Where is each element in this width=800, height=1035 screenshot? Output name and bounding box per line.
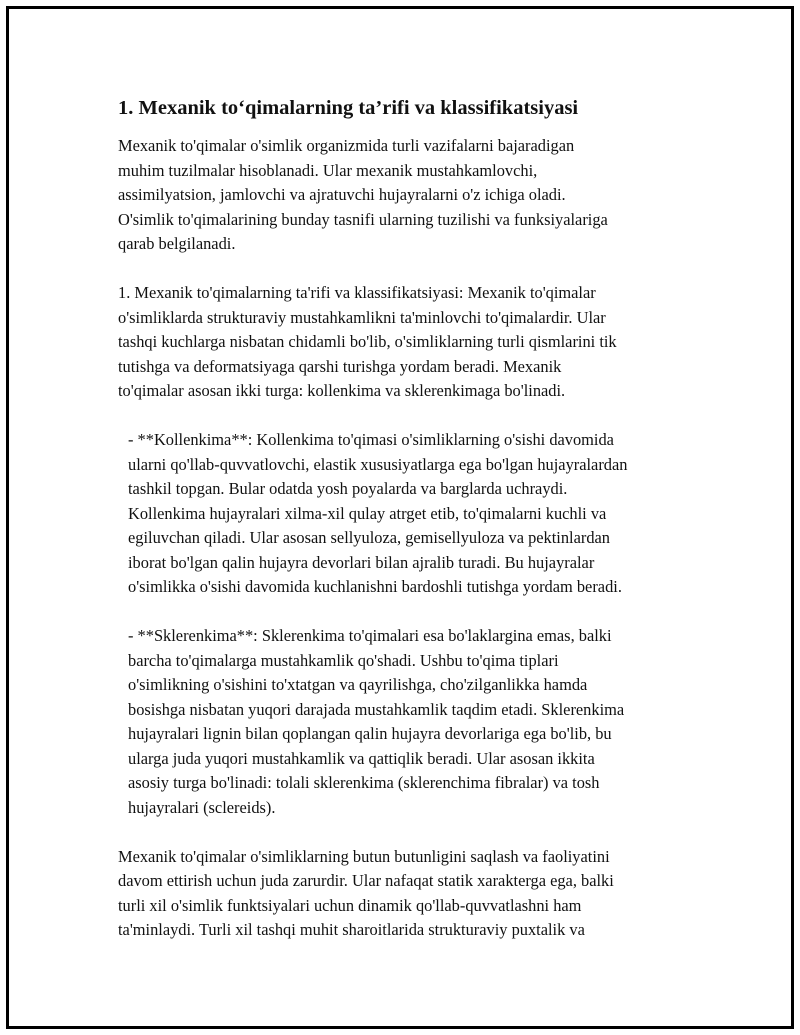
- paragraph-intro: Mexanik to'qimalar o'simlik organizmida turli vazifalarni bajaradigan muhim tuzilmalar hisoblanadi. Ular mexanik mustahkamlovchi, assimilyatsion, jamlovchi va ajratuvchi hujayralarni o'z ichiga oladi. O'simlik to'qimalarining bunday tasnifi ularning tuzilishi va funksiyalariga qarab belgilanadi.: [118, 136, 608, 253]
- section-heading: 1. Mexanik to‘qimalarning ta’rifi va klassifikatsiyasi: [118, 97, 579, 119]
- paragraph-conclusion: Mexanik to'qimalar o'simliklarning butun butunligini saqlash va faoliyatini davom ettirish uchun juda zarurdir. Ular nafaqat statik xarakterga ega, balki turli xil o'simlik funktsiyalari uchun dinamik qo'llab-quvvatlashni ham ta'minlaydi. Turli xil tashqi muhit sharoitlarida strukturaviy puxtalik va: [118, 846, 614, 939]
- paragraph-kollenkima: - **Kollenkima**: Kollenkima to'qimasi o'simliklarning o'sishi davomida ularni qo'llab-quvvatlovchi, elastik xususiyatlarga ega bo'lgan hujayralardan tashkil topgan. Bular odatda yosh poyalarda va barglarda uchraydi. Kollenkima hujayralari xilma-xil qulay atrget etib, to'qimalarni kuchli va egiluvchan qiladi. Ular asosan sellyuloza, gemisellyuloza va pektinlardan iborat bo'lgan qalin hujayra devorlari bilan ajralib turadi. Bu hujayralar o'simlikka o'sishi davomida kuchlanishni bardoshli tutishga yordam beradi.: [128, 430, 628, 596]
- document-body: [118, 94, 688, 967]
- paragraph-definition: 1. Mexanik to'qimalarning ta'rifi va klassifikatsiyasi: Mexanik to'qimalar o'simliklarda strukturaviy mustahkamlikni ta'minlovchi to'qimalardir. Ular tashqi kuchlarga nisbatan chidamli bo'lib, o'simliklarning turli qismlarini tik tutishga va deformatsiyaga qarshi turishga yordam beradi. Mexanik to'qimalar asosan ikki turga: kollenkima va sklerenkimaga bo'linadi.: [118, 283, 617, 400]
- paragraph-sklerenkima: - **Sklerenkima**: Sklerenkima to'qimalari esa bo'laklargina emas, balki barcha to'qimalarga mustahkamlik qo'shadi. Ushbu to'qima tiplari o'simlikning o'sishini to'xtatgan va qayrilishga, cho'zilganlikka hamda bosishga nisbatan yuqori darajada mustahkamlik taqdim etadi. Sklerenkima hujayralari lignin bilan qoplangan qalin hujayra devorlariga ega bo'lib, bu ularga juda yuqori mustahkamlik va qattiqlik beradi. Ular asosan ikkita asosiy turga bo'linadi: tolali sklerenkima (sklerenchima fibralar) va tosh hujayralari (sclereids).: [128, 626, 625, 817]
